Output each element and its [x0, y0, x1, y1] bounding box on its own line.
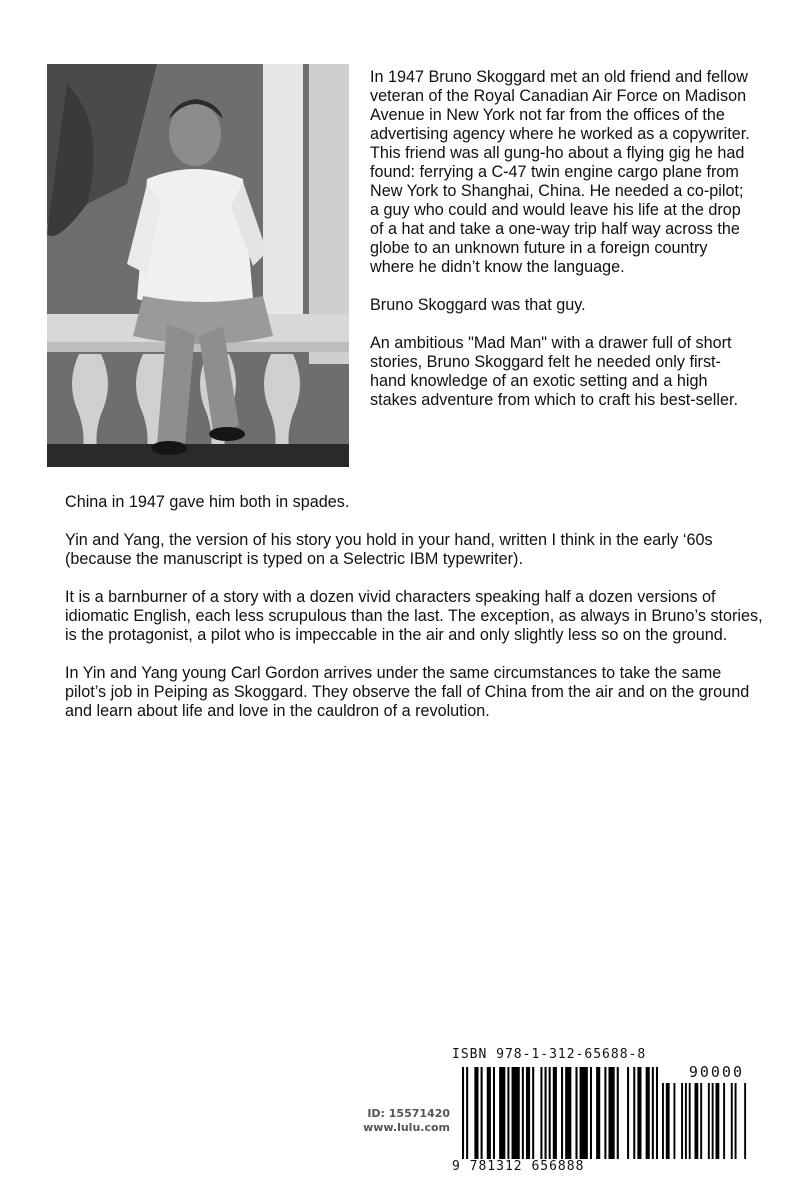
- barcode-bar: [716, 1083, 720, 1159]
- intro-paragraph: In 1947 Bruno Skoggard met an old friend and fellow veteran of the Royal Canadian Air Force on Madison Avenue in New York not far from the offices of the advertising agency where he worked as a copywriter. This friend was all gung-ho about a flying gig he had found: ferrying a C-47 twin engine cargo plane from New York to Shanghai, China. He needed a co-pilot; a guy who could and would leave his life at the drop of a hat and take a one-way trip half way across the globe to an unknown future in a foreign country where he didn’t know the language.: [370, 68, 750, 276]
- barcode-bar: [694, 1083, 698, 1159]
- isbn-number: ISBN 978-1-312-65688-8: [452, 1047, 647, 1062]
- barcode-bar: [580, 1067, 588, 1159]
- barcode-bar: [666, 1083, 670, 1159]
- body-paragraph: China in 1947 gave him both in spades.: [65, 493, 350, 511]
- barcode-bar: [617, 1067, 619, 1159]
- barcode-bar: [565, 1067, 571, 1159]
- publisher-id: [320, 1107, 450, 1135]
- barcode-bar: [708, 1083, 710, 1159]
- barcode-bar: [608, 1067, 614, 1159]
- lulu-site: www.lulu.com: [363, 1121, 450, 1134]
- barcode-bar: [462, 1067, 464, 1159]
- barcode-bar: [685, 1083, 687, 1159]
- barcode-bar: [545, 1067, 547, 1159]
- barcode-bar: [590, 1067, 592, 1159]
- barcode-bar: [656, 1067, 658, 1159]
- barcode-bar: [575, 1067, 577, 1159]
- barcode-bar: [526, 1067, 530, 1159]
- barcode-bar: [474, 1067, 478, 1159]
- body-text: [65, 493, 765, 740]
- lulu-id-label: ID: 15571420: [367, 1107, 450, 1120]
- barcode-bar: [673, 1083, 675, 1159]
- barcode-bar: [627, 1067, 629, 1159]
- body-paragraph: It is a barnburner of a story with a dozen vivid characters speaking half a dozen versions of idiomatic English, each less scrupulous than the last. The exception, as always in Bruno’s stories, is the protagonist, a pilot who is impeccable in the air and only slightly less so on the ground.: [65, 588, 763, 644]
- barcode-bar: [637, 1067, 641, 1159]
- barcode-bar: [662, 1083, 664, 1159]
- barcode-bar: [532, 1067, 534, 1159]
- barcode-bar: [487, 1067, 491, 1159]
- price-addon-bars: [662, 1083, 748, 1159]
- barcode-bar: [553, 1067, 557, 1159]
- barcode-bar: [633, 1067, 635, 1159]
- barcode-bar: [507, 1067, 509, 1159]
- body-paragraph: Yin and Yang, the version of his story you hold in your hand, written I think in the early ‘60s (because the manuscript is typed on a Selectric IBM typewriter).: [65, 531, 713, 568]
- intro-text: [370, 68, 750, 429]
- barcode-bar: [493, 1067, 495, 1159]
- barcode-bar: [549, 1067, 551, 1159]
- author-photo-illustration: [47, 64, 349, 467]
- barcode-bar: [481, 1067, 483, 1159]
- barcode-digits: 9 781312 656888: [452, 1159, 585, 1174]
- barcode-bar: [512, 1067, 520, 1159]
- barcode-bar: [700, 1083, 702, 1159]
- barcode-bar: [735, 1083, 737, 1159]
- intro-paragraph: Bruno Skoggard was that guy.: [370, 296, 586, 314]
- barcode-bar: [731, 1083, 733, 1159]
- isbn-barcode: [452, 1047, 750, 1175]
- ean13-bars: [462, 1067, 658, 1159]
- barcode-bar: [466, 1067, 468, 1159]
- barcode-bar: [681, 1083, 683, 1159]
- barcode-bar: [604, 1067, 606, 1159]
- barcode-bar: [596, 1067, 600, 1159]
- barcode-bar: [723, 1083, 725, 1159]
- barcode-bar: [712, 1083, 714, 1159]
- barcode-bar: [689, 1083, 691, 1159]
- barcode-bar: [499, 1067, 505, 1159]
- barcode-bar: [646, 1067, 650, 1159]
- barcode-bar: [540, 1067, 542, 1159]
- body-paragraph: In Yin and Yang young Carl Gordon arrives under the same circumstances to take the same pilot’s job in Peiping as Skoggard. They observe the fall of China from the air and on the ground and learn about life and love in the cauldron of a revolution.: [65, 664, 750, 720]
- author-photo: [47, 64, 349, 467]
- price-code: 90000: [688, 1063, 744, 1081]
- barcode-bar: [522, 1067, 524, 1159]
- barcode-bar: [561, 1067, 563, 1159]
- barcode-bar: [744, 1083, 746, 1159]
- intro-paragraph: An ambitious "Mad Man" with a drawer full of short stories, Bruno Skoggard felt he needed only first-hand knowledge of an exotic setting and a high stakes adventure from which to craft his best-seller.: [370, 334, 738, 409]
- barcode-bar: [652, 1067, 654, 1159]
